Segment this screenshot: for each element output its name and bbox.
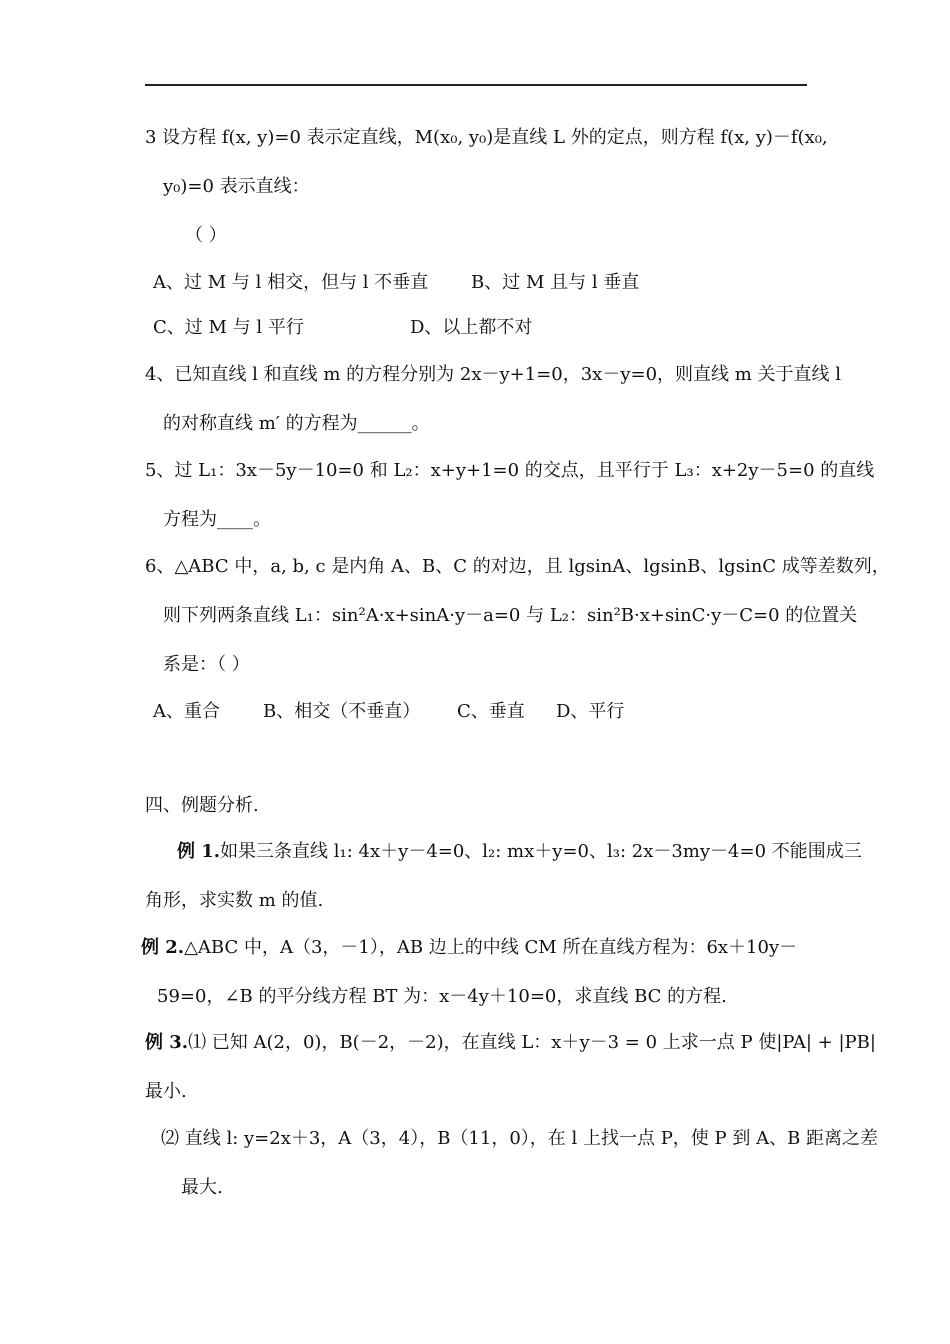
example-3-line-1 (145, 1031, 876, 1055)
q6-option-c: C、垂直 (457, 701, 525, 722)
q4-line-2: 的对称直线 m′ 的方程为______。 (163, 413, 430, 434)
example-1-line-1 (177, 840, 862, 864)
q3-option-c: C、过 M 与 l 平行 (153, 317, 304, 338)
q3-answer-paren: （ ） (185, 225, 227, 246)
example-2-label: 例 2. (141, 937, 185, 958)
example-2-line-2: 59=0，∠B 的平分线方程 BT 为：x－4y＋10=0，求直线 BC 的方程. (157, 986, 727, 1007)
q5-line-2: 方程为____。 (163, 509, 271, 530)
example-3-part-2-line-2: 最大. (181, 1177, 223, 1198)
q3-option-d: D、以上都不对 (410, 317, 533, 338)
q6-line-3: 系是：（ ） (163, 654, 250, 675)
example-1-line-2: 角形，求实数 m 的值. (145, 890, 324, 911)
example-2-text: △ABC 中，A（3，－1），AB 边上的中线 CM 所在直线方程为：6x＋10y－ (184, 937, 798, 958)
example-1-label: 例 1. (177, 841, 221, 862)
q5-line-1: 5、过 L₁：3x－5y－10=0 和 L₂：x+y+1=0 的交点，且平行于 L₃：x+2y－5=0 的直线 (145, 460, 875, 481)
header-rule (145, 84, 807, 86)
q3-line-2: y₀)=0 表示直线： (163, 176, 310, 197)
example-1-text: 如果三条直线 l₁: 4x＋y－4=0、l₂: mx＋y=0、l₃: 2x－3my－4=0 不能围成三 (220, 841, 862, 862)
q3-line-1: 3 设方程 f(x, y)=0 表示定直线，M(x₀, y₀)是直线 L 外的定点，则方程 f(x, y)－f(x₀, (145, 127, 828, 148)
q4-line-1: 4、已知直线 l 和直线 m 的方程分别为 2x－y+1=0，3x－y=0，则直线 m 关于直线 l (145, 364, 842, 385)
q3-option-a: A、过 M 与 l 相交，但与 l 不垂直 (153, 272, 429, 293)
example-3-part-1-line-2: 最小. (145, 1081, 187, 1102)
example-3-part-2-line-1: ⑵ 直线 l: y=2x＋3，A（3，4），B（11，0），在 l 上找一点 P，使 P 到 A、B 距离之差 (161, 1128, 879, 1149)
section-title: 四、例题分析. (145, 795, 259, 816)
example-2-line-1 (141, 936, 797, 960)
q3-option-b: B、过 M 且与 l 垂直 (471, 272, 640, 293)
q6-option-d: D、平行 (556, 701, 625, 722)
q6-line-1: 6、△ABC 中，a, b, c 是内角 A、B、C 的对边，且 lgsinA、lgsinB、lgsinC 成等差数列， (145, 556, 890, 577)
q6-line-2: 则下列两条直线 L₁：sin²A·x+sinA·y－a=0 与 L₂：sin²B·x+sinC·y－C=0 的位置关 (163, 605, 858, 626)
example-3-part-1-text: ⑴ 已知 A(2，0)，B(－2，－2)，在直线 L：x＋y－3 = 0 上求一点 P 使|PA| + |PB| (188, 1032, 876, 1053)
example-3-label: 例 3. (145, 1032, 189, 1053)
q6-option-b: B、相交（不垂直） (263, 701, 421, 722)
q6-option-a: A、重合 (153, 701, 220, 722)
